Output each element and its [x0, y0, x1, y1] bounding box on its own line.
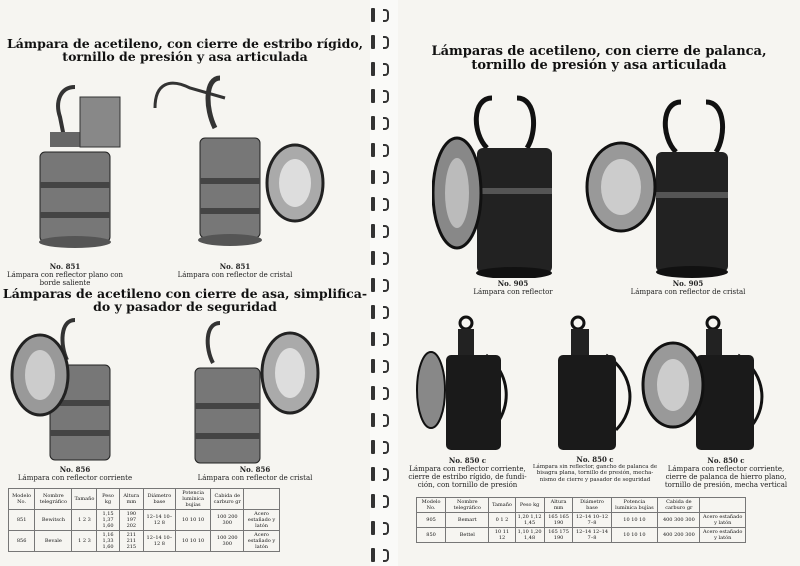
table-cell: 165 175 190 — [544, 528, 573, 543]
table-header-cell: Altura mm — [544, 498, 573, 513]
table-header-cell: Tamaño — [489, 498, 515, 513]
binding-ring — [371, 197, 391, 211]
left-spec-table — [8, 488, 280, 552]
table-header-cell: Diámetro base — [573, 498, 611, 513]
table-cell: 12–14 10–12 8 — [144, 510, 176, 531]
table-cell: 400 300 300 — [658, 513, 700, 528]
lamp-850c-a-number: No. 850 c — [448, 456, 487, 465]
table-header-cell: Potencia lumínica bujías — [611, 498, 658, 513]
lamp-856b-number: No. 856 — [239, 465, 271, 474]
binding-ring — [371, 548, 391, 562]
table-cell: Acero estañado y latón — [244, 510, 280, 531]
binding-ring — [371, 467, 391, 481]
binding-ring — [371, 89, 391, 103]
lamp-850c-c-number: No. 850 c — [707, 456, 745, 465]
binding-ring — [371, 521, 391, 535]
table-header-row — [417, 498, 746, 513]
lamp-850c-c-caption-line-1: Lámpara con reflector corriente, — [667, 465, 785, 473]
right-spec-table-body — [417, 513, 746, 543]
lamp-905-reflector — [432, 88, 572, 278]
table-cell: 211 211 215 — [119, 531, 143, 552]
table-cell: 1 2 3 — [72, 510, 97, 531]
table-cell: 1,20 1,12 1,45 — [515, 513, 544, 528]
table-cell: 850 — [417, 528, 446, 543]
binding-ring — [371, 386, 391, 400]
left-heading-2 — [0, 287, 370, 313]
lamp-850c-a — [416, 315, 516, 455]
table-cell: 165 165 190 — [544, 513, 573, 528]
table-cell: 400 200 300 — [658, 528, 700, 543]
table-cell: Acero estañado y latón — [700, 528, 746, 543]
table-row — [9, 510, 280, 531]
right-heading-line-1: Lámparas de acetileno, con cierre de palanca, — [431, 44, 767, 59]
left-heading-1-line-2: tornillo de presión y asa articulada — [62, 49, 308, 65]
right-spec-table — [416, 497, 746, 543]
lamp-905b-number: No. 905 — [672, 279, 704, 288]
lamp-856b-caption: Lámpara con reflector de cristal — [197, 474, 313, 482]
table-cell: Bemart — [446, 513, 489, 528]
lamp-850c-b-caption-line-1: Lámpara sin reflector, gancho de palanca de — [532, 463, 658, 470]
binding-ring — [371, 8, 391, 22]
lamp-851-caption-1 — [0, 263, 130, 287]
table-cell: 10 10 10 — [175, 531, 211, 552]
table-cell: 905 — [417, 513, 446, 528]
lamp-850c-b-number: No. 850 c — [576, 455, 614, 464]
binding-ring — [371, 305, 391, 319]
lamp-905-glass-reflector — [576, 92, 736, 282]
lamp-856-number: No. 856 — [59, 465, 91, 474]
binding-ring — [371, 143, 391, 157]
table-cell: 10 10 10 — [611, 528, 658, 543]
table-header-cell — [700, 498, 746, 513]
binding-ring — [371, 251, 391, 265]
lamp-856-glass-reflector — [185, 318, 325, 468]
table-cell: Bettel — [446, 528, 489, 543]
table-row — [417, 513, 746, 528]
table-cell: 12–14 12–14 7–8 — [573, 528, 611, 543]
binding-ring — [371, 170, 391, 184]
table-cell: Acero estañado y latón — [700, 513, 746, 528]
lamp-850c-caption-1 — [400, 457, 535, 489]
lamp-851-caption-2 — [150, 263, 320, 279]
table-cell: 10 11 12 — [489, 528, 515, 543]
left-heading-2-line-1: Lámparas de acetileno con cierre de asa, simplifica- — [2, 286, 368, 301]
binding-ring — [371, 332, 391, 346]
table-header-cell: Tamaño — [72, 489, 97, 510]
table-row — [9, 531, 280, 552]
table-row — [417, 528, 746, 543]
lamp-850c-caption-2 — [530, 457, 660, 483]
table-cell: 12–14 10–12 7–8 — [573, 513, 611, 528]
right-spec-table-head — [417, 498, 746, 513]
table-header-cell: Peso kg — [515, 498, 544, 513]
lamp-851b-caption: Lámpara con reflector de cristal — [177, 271, 293, 279]
binding-ring — [371, 35, 391, 49]
table-cell: 10 10 10 — [175, 510, 211, 531]
left-spec-table-body — [9, 510, 280, 552]
table-cell: 0 1 2 — [489, 513, 515, 528]
table-header-cell: Diámetro base — [144, 489, 176, 510]
table-header-cell: Cabida de carburo gr — [658, 498, 700, 513]
lamp-905-caption-1 — [438, 280, 588, 296]
lamp-850c-a-caption-line-2: cierre de estribo rígido, de fundi- — [408, 473, 527, 481]
table-header-cell: Altura mm — [119, 489, 143, 510]
binding-ring — [371, 413, 391, 427]
table-cell: 100 200 300 — [211, 531, 244, 552]
binding-ring — [371, 359, 391, 373]
table-header-cell: Cabida de carburo gr — [211, 489, 244, 510]
table-header-row — [9, 489, 280, 510]
left-heading-1 — [0, 37, 370, 63]
lamp-851-caption-line-1: Lámpara con reflector plano con — [6, 271, 124, 279]
lamp-851-glass-reflector — [145, 68, 335, 263]
table-header-cell — [244, 489, 280, 510]
lamp-850c-c — [638, 315, 778, 455]
lamp-850c-b-caption-line-2: bisagra plana, tornillo de presión, mecha- — [536, 470, 654, 476]
table-cell: 1,10 1,20 1,48 — [515, 528, 544, 543]
left-heading-2-line-2: do y pasador de seguridad — [93, 299, 277, 315]
lamp-850c-a-caption-line-3: ción, con tornillo de presión — [417, 481, 518, 489]
lamp-856-caption: Lámpara con reflector corriente — [17, 474, 133, 482]
table-cell: 12–14 10–12 8 — [144, 531, 176, 552]
lamp-851b-number: No. 851 — [219, 262, 251, 271]
lamp-850c-c-caption-line-3: tornillo de presión, mecha vertical — [664, 481, 788, 489]
binding-ring — [371, 116, 391, 130]
table-cell: 851 — [9, 510, 35, 531]
binding-ring — [371, 494, 391, 508]
binding-ring — [371, 278, 391, 292]
lamp-856-standard-reflector — [5, 315, 135, 465]
lamp-905-number: No. 905 — [497, 279, 529, 288]
left-spec-table-head — [9, 489, 280, 510]
lamp-850c-b — [546, 315, 641, 455]
table-header-cell: Nombre telegráfico — [446, 498, 489, 513]
binding-ring — [371, 62, 391, 76]
lamp-850c-a-caption-line-1: Lámpara con reflector corriente, — [409, 465, 526, 473]
left-heading-1-line-1: Lámpara de acetileno, con cierre de estribo rígido, — [6, 36, 364, 51]
left-page — [0, 0, 370, 566]
lamp-850c-caption-3 — [656, 457, 796, 489]
table-cell: 190 197 202 — [119, 510, 143, 531]
lamp-856-caption-1 — [0, 466, 150, 482]
right-heading — [398, 45, 800, 72]
lamp-851-number: No. 851 — [49, 262, 81, 271]
table-cell: 1,16 1,33 1,60 — [97, 531, 119, 552]
lamp-905b-caption: Lámpara con reflector de cristal — [630, 288, 746, 296]
lamp-905-caption-2 — [598, 280, 778, 296]
table-cell: 100 200 300 — [211, 510, 244, 531]
table-header-cell: Peso kg — [97, 489, 119, 510]
right-heading-line-2: tornillo de presión y asa articulada — [471, 57, 727, 73]
right-page — [398, 0, 800, 566]
table-cell: 10 10 10 — [611, 513, 658, 528]
binding-ring — [371, 440, 391, 454]
lamp-850c-b-caption-line-3: nismo de cierre y pasador de seguridad — [539, 476, 651, 483]
lamp-850c-c-caption-line-2: cierre de palanca de hierro plano, — [665, 473, 787, 481]
table-header-cell: Modelo No. — [417, 498, 446, 513]
table-header-cell: Nombre telegráfico — [35, 489, 72, 510]
table-cell: Bewitsch — [35, 510, 72, 531]
lamp-905-caption: Lámpara con reflector — [473, 288, 553, 296]
lamp-851-caption-line-2: borde saliente — [39, 279, 91, 287]
table-cell: 1,15 1,37 1,60 — [97, 510, 119, 531]
binding-ring — [371, 224, 391, 238]
lamp-856-caption-2 — [170, 466, 340, 482]
table-cell: Acero estañado y latón — [244, 531, 280, 552]
table-header-cell: Modelo No. — [9, 489, 35, 510]
table-cell: Bevale — [35, 531, 72, 552]
lamp-851-flat-reflector — [20, 82, 130, 262]
table-header-cell: Potencia lumínica bujías — [175, 489, 211, 510]
table-cell: 856 — [9, 531, 35, 552]
table-cell: 1 2 3 — [72, 531, 97, 552]
